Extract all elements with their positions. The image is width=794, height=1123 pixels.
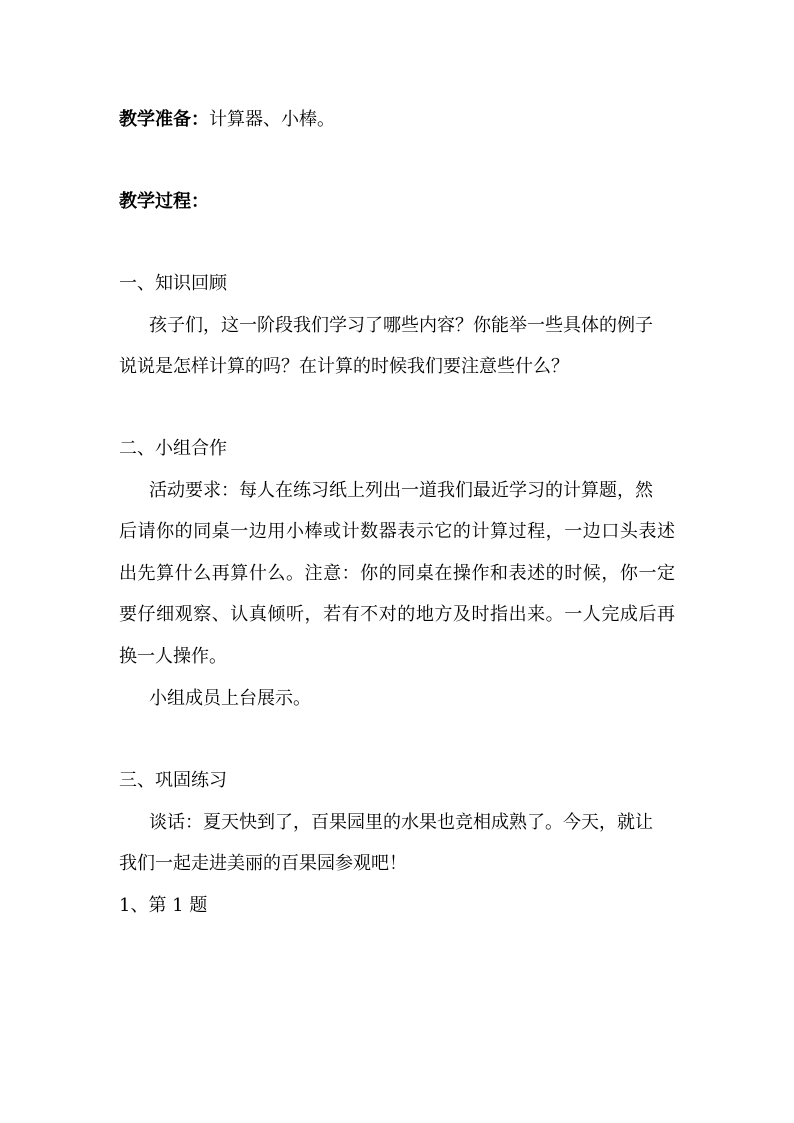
teaching-prep-text: 计算器、小棒。 [209, 109, 335, 130]
section-1-title: 一、知识回顾 [119, 273, 227, 294]
teaching-prep-line [119, 108, 335, 132]
section-2-paragraph-line: 活动要求：每人在练习纸上列出一道我们最近学习的计算题，然 [149, 480, 653, 501]
teaching-prep-label: 教学准备： [119, 109, 209, 130]
section-2-title: 二、小组合作 [119, 438, 227, 459]
section-1-paragraph-line: 说说是怎样计算的吗？在计算的时候我们要注意些什么？ [119, 356, 569, 377]
section-2-paragraph-line: 出先算什么再算什么。注意：你的同桌在操作和表述的时候，你一定 [119, 563, 675, 584]
section-2-paragraph-line: 要仔细观察、认真倾听，若有不对的地方及时指出来。一人完成后再 [119, 604, 675, 625]
section-3-item-1: 1、第 1 题 [119, 895, 208, 916]
section-1-paragraph-line: 孩子们，这一阶段我们学习了哪些内容？你能举一些具体的例子 [149, 315, 653, 336]
teaching-process-heading: 教学过程： [119, 191, 209, 212]
section-2-extra-line: 小组成员上台展示。 [149, 688, 311, 709]
section-3-title: 三、巩固练习 [119, 770, 227, 791]
section-3-paragraph-line: 我们一起走进美丽的百果园参观吧！ [119, 853, 407, 874]
section-3-paragraph-line: 谈话：夏天快到了，百果园里的水果也竞相成熟了。今天，就让 [149, 812, 653, 833]
section-2-paragraph-line: 后请你的同桌一边用小棒或计数器表示它的计算过程，一边口头表述 [119, 521, 675, 542]
section-2-paragraph-line: 换一人操作。 [119, 646, 227, 667]
